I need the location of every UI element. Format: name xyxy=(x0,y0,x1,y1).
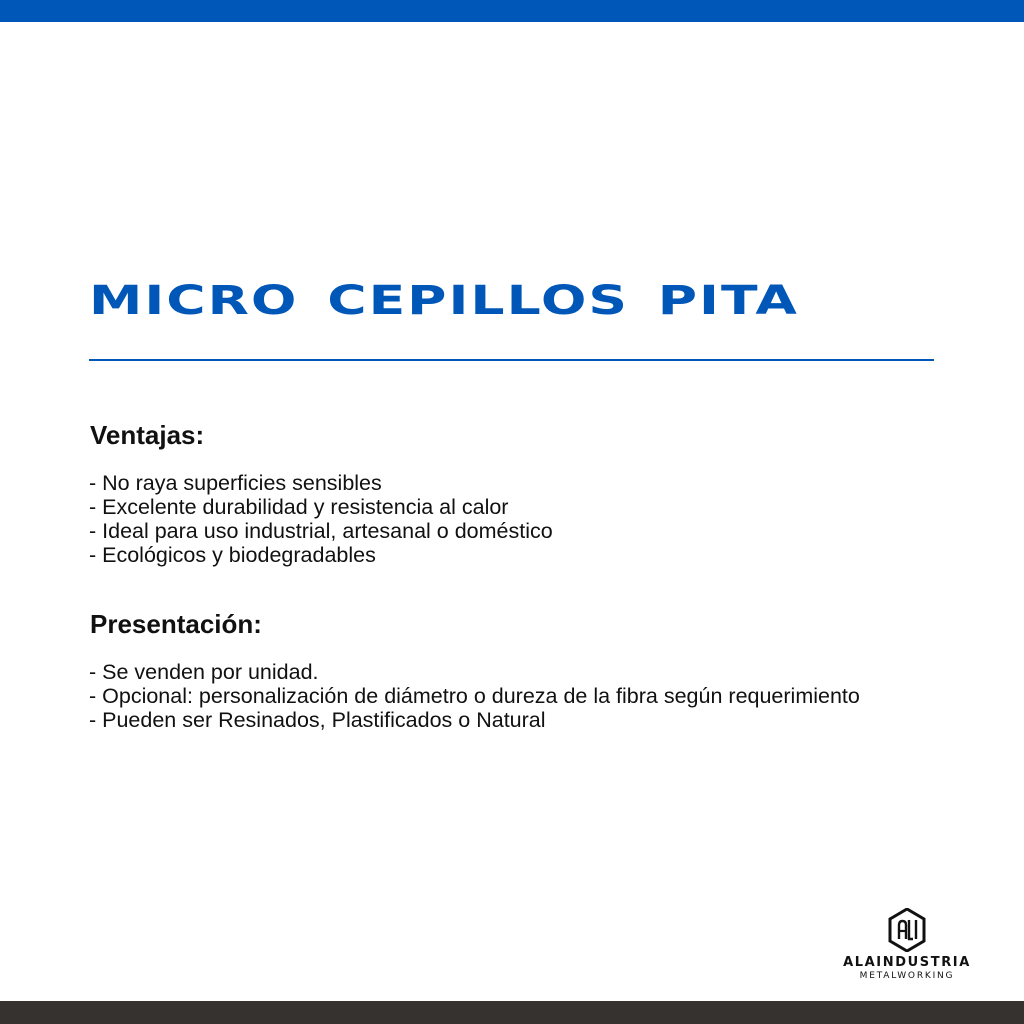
list-item: - Excelente durabilidad y resistencia al calor xyxy=(89,495,509,519)
page-title: MICRO CEPILLOS PITA xyxy=(89,278,799,324)
footer-bar xyxy=(0,1001,1024,1024)
list-item: - Ideal para uso industrial, artesanal o doméstico xyxy=(89,519,553,543)
ventajas-list xyxy=(89,471,553,567)
list-item: - Opcional: personalización de diámetro o dureza de la fibra según requerimiento xyxy=(89,684,860,708)
list-item: - Ecológicos y biodegradables xyxy=(89,543,376,567)
ventajas-heading: Ventajas: xyxy=(90,420,205,450)
list-item: - Se venden por unidad. xyxy=(89,660,319,684)
list-item: - No raya superficies sensibles xyxy=(89,471,382,495)
presentacion-heading: Presentación: xyxy=(90,609,262,639)
top-accent-bar xyxy=(0,0,1024,22)
ali-hexagon-logo-icon xyxy=(888,908,926,952)
logo-tagline: METALWORKING xyxy=(859,971,955,981)
title-divider xyxy=(89,359,934,361)
list-item: - Pueden ser Resinados, Plastificados o Natural xyxy=(89,708,546,732)
presentacion-list xyxy=(89,660,860,732)
logo-wordmark: ALAINDUSTRIA xyxy=(843,955,971,970)
brand-logo xyxy=(818,908,996,986)
